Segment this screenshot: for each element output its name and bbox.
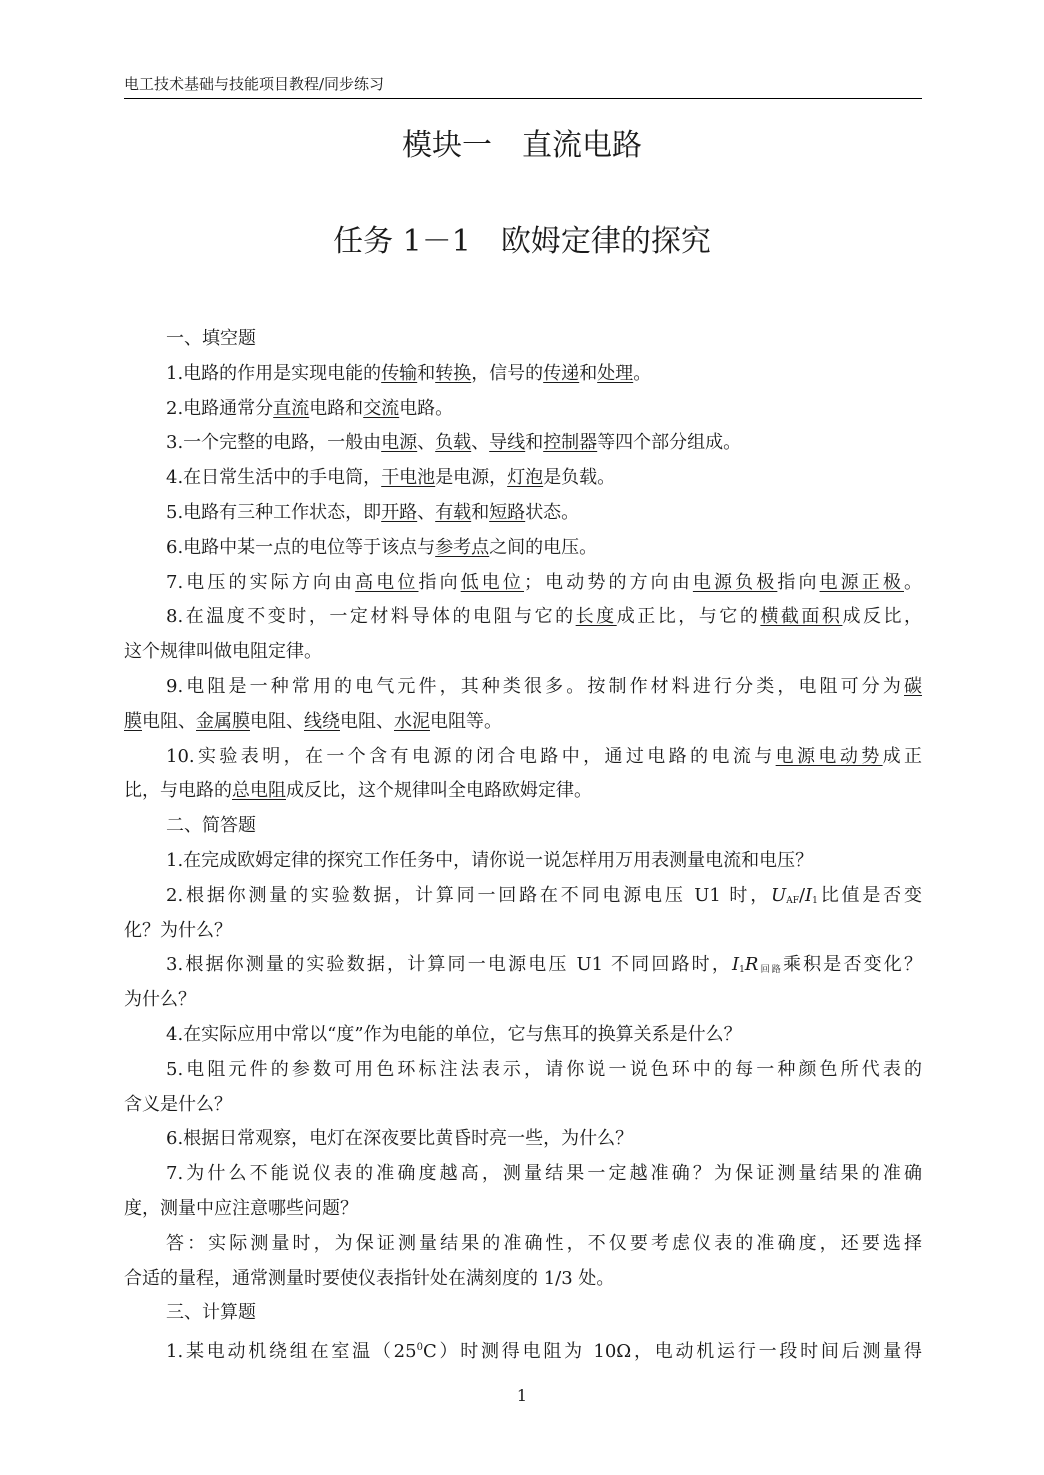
- module-title: 模块一 直流电路: [402, 128, 642, 163]
- short-question-2-continued: 化？为什么？: [124, 919, 232, 941]
- fill-question-10: 10.实验表明，在一个含有电源的闭合电路中，通过电路的电流与电源电动势成正: [166, 745, 922, 767]
- section-heading-short-answer: 二、简答题: [166, 815, 256, 837]
- section-heading-fill-blank: 一、填空题: [166, 328, 256, 349]
- task-title: 任务 1－1 欧姆定律的探究: [333, 224, 711, 259]
- fill-question-8-continued: 这个规律叫做电阻定律。: [124, 641, 322, 663]
- short-question-7: 7.为什么不能说仪表的准确度越高，测量结果一定越准确？为保证测量结果的准确: [166, 1163, 922, 1185]
- fill-question-9-continued: 膜电阻、金属膜电阻、线绕电阻、水泥电阻等。: [124, 710, 502, 732]
- fill-question-5: 5.电路有三种工作状态，即开路、有载和短路状态。: [166, 501, 580, 523]
- short-question-4: 4.在实际应用中常以“度”作为电能的单位，它与焦耳的换算关系是什么？: [166, 1023, 742, 1045]
- short-question-3: 3.根据你测量的实验数据，计算同一电源电压 U1 不同回路时，$I_1R_{回路}$乘积是否变化？: [166, 954, 922, 976]
- section-heading-calculation: 三、计算题: [166, 1302, 256, 1324]
- short-question-2: 2.根据你测量的实验数据，计算同一回路在不同电源电压 U1 时，$U_{AF}/I_1$比值是否变: [166, 884, 922, 906]
- header-title: 电工技术基础与技能项目教程/同步练习: [124, 75, 385, 93]
- document-body: [124, 322, 922, 1366]
- short-question-5-continued: 含义是什么？: [124, 1093, 232, 1115]
- fill-question-7: 7.电压的实际方向由高电位指向低电位；电动势的方向由电源负极指向电源正极。: [166, 571, 922, 593]
- fill-question-4: 4.在日常生活中的手电筒，干电池是电源，灯泡是负载。: [166, 467, 616, 489]
- page-number: 1: [516, 1386, 528, 1405]
- fill-question-9: 9.电阻是一种常用的电气元件，其种类很多。按制作材料进行分类，电阻可分为碳: [166, 675, 922, 697]
- calc-question-1: 1.某电动机绕组在室温$(25^0C)$时测得电阻为 10Ω，电动机运行一段时间后测量得: [166, 1341, 922, 1363]
- short-question-1: 1.在完成欧姆定律的探究工作任务中，请你说一说怎样用万用表测量电流和电压？: [166, 849, 814, 871]
- page-header: [124, 74, 922, 99]
- fill-question-2: 2.电路通常分直流电路和交流电路。: [166, 397, 454, 419]
- short-question-3-continued: 为什么？: [124, 989, 196, 1011]
- short-question-7-continued: 度，测量中应注意哪些问题？: [124, 1197, 358, 1219]
- short-question-5: 5.电阻元件的参数可用色环标注法表示，请你说一说色环中的每一种颜色所代表的: [166, 1058, 922, 1080]
- fill-question-1: 1.电路的作用是实现电能的传输和转换，信号的传递和处理。: [166, 362, 652, 384]
- short-question-6: 6.根据日常观察，电灯在深夜要比黄昏时亮一些，为什么？: [166, 1128, 634, 1150]
- fill-question-6: 6.电路中某一点的电位等于该点与参考点之间的电压。: [166, 536, 598, 558]
- fill-question-8: 8.在温度不变时，一定材料导体的电阻与它的长度成正比，与它的横截面积成反比，: [166, 606, 922, 628]
- answer-text: 答：实际测量时，为保证测量结果的准确性，不仅要考虑仪表的准确度，还要选择: [166, 1232, 922, 1254]
- fill-question-10-continued: 比，与电路的总电阻成反比，这个规律叫全电路欧姆定律。: [124, 780, 592, 802]
- fill-question-3: 3.一个完整的电路，一般由电源、负载、导线和控制器等四个部分组成。: [166, 432, 742, 454]
- answer-text-continued: 合适的量程，通常测量时要使仪表指针处在满刻度的 1/3 处。: [124, 1267, 615, 1289]
